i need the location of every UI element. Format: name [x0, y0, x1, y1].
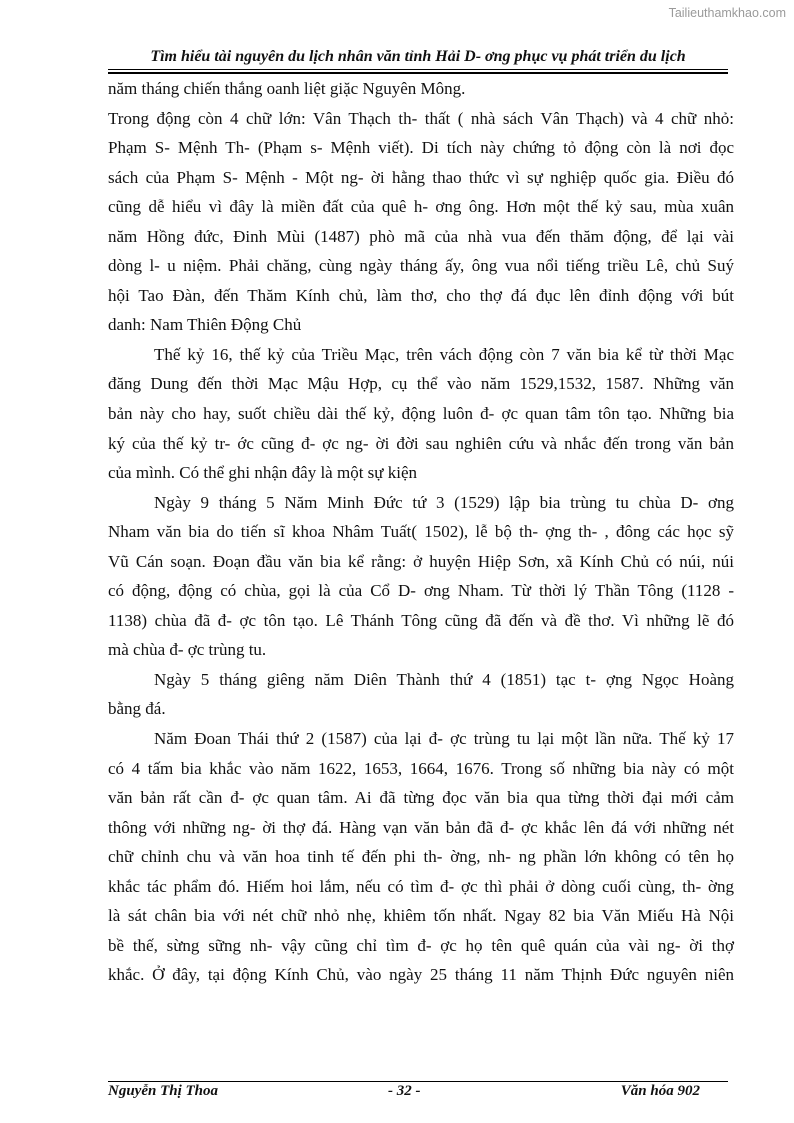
text-line: Năm Đoan Thái thứ 2 (1587) của lại đ- ợc trùng tu lại một lần nữa. Thế kỷ 17 [154, 729, 734, 749]
text-line: sách của Phạm S- Mệnh - Một ng- ời hằng thao thức vì sự nghiệp quốc gia. Điều đó [108, 167, 734, 187]
text-line: danh: Nam Thiên Động Chủ [108, 315, 302, 335]
text-line: ký của thế kỷ tr- ớc cũng đ- ợc ng- ời đời sau nghiên cứu và nhắc đến trong văn bản [108, 433, 734, 453]
text-line: bề thế, sừng sững nh- vậy cũng chỉ tìm đ- ợc họ tên quê quán của vài ng- ời thợ [108, 935, 734, 955]
text-line: Ngày 9 tháng 5 Năm Minh Đức tứ 3 (1529) lập bia trùng tu chùa D- ơng [154, 492, 734, 512]
text-line: hội Tao Đàn, đến Thăm Kính chủ, làm thơ, cho thợ đá đục lên đỉnh động với bút [108, 285, 734, 305]
text-line: năm Hồng đức, Đinh Mùi (1487) phò mã của nhà vua đến thăm động, để lại vài [108, 226, 734, 246]
text-line: dòng l- u niệm. Phải chăng, cùng ngày tháng ấy, ông vua nổi tiếng triều Lê, chủ Suý [108, 256, 734, 276]
watermark: Tailieuthamkhao.com [668, 6, 786, 20]
text-line: năm tháng chiến thắng oanh liệt giặc Nguyên Mông. [108, 79, 466, 98]
text-line: Ngày 5 tháng giêng năm Diên Thành thứ 4 (1851) tạc t- ợng Ngọc Hoàng [154, 669, 734, 689]
text-line: là sát chân bia với nét chữ nhỏ nhẹ, khiêm tốn nhất. Ngay 82 bia Văn Miếu Hà Nội [108, 906, 734, 926]
footer-course: Văn hóa 902 [620, 1083, 700, 1099]
header-rule-top [108, 69, 728, 70]
text-line: đăng Dung đến thời Mạc Mậu Hợp, cụ thể vào năm 1529,1532, 1587. Những văn [108, 374, 734, 394]
text-line: cũng dễ hiểu vì đây là miền đất của quê h- ơng ông. Hơn một thế kỷ sau, mùa xuân [108, 197, 734, 217]
body-text [108, 74, 734, 990]
text-line: bản này cho hay, suốt chiều dài thế kỷ, động luôn đ- ợc quan tâm tôn tạo. Những bia [108, 404, 734, 424]
text-line: Nham văn bia do tiến sĩ khoa Nhâm Tuất( 1502), lễ bộ th- ợng th- , đông các học sỹ [108, 522, 734, 542]
page-number: - 32 - [388, 1083, 421, 1099]
text-line: có 4 tấm bia khắc vào năm 1622, 1653, 1664, 1676. Trong số những bia này có một [108, 758, 734, 778]
text-line: của mình. Có thể ghi nhận đây là một sự kiện [108, 463, 418, 483]
text-line: khắc. Ở đây, tại động Kính Chủ, vào ngày 25 tháng 11 năm Thịnh Đức nguyên niên [108, 965, 734, 985]
running-header: Tìm hiểu tài nguyên du lịch nhân văn tỉnh Hải D- ơng phục vụ phát triển du lịch [150, 48, 686, 65]
text-line: thông với những ng- ời thợ đá. Hàng vạn văn bản đã đ- ợc khắc lên đá với những nét [108, 817, 734, 837]
text-line: văn bản rất cần đ- ợc quan tâm. Ai đã từng đọc văn bia qua từng thời đại mới cảm [108, 788, 734, 808]
text-line: Phạm S- Mệnh Th- (Phạm s- Mệnh viết). Di tích này chứng tỏ động còn là nơi đọc [108, 138, 734, 158]
text-line: 1138) chùa đã đ- ợc tôn tạo. Lê Thánh Tông cũng đã đến và đề thơ. Vì những lẽ đó [108, 610, 734, 630]
text-line: Vũ Cán soạn. Đoạn đầu văn bia kể rằng: ở huyện Hiệp Sơn, xã Kính Chủ có núi, núi [108, 551, 734, 571]
text-line: Trong động còn 4 chữ lớn: Vân Thạch th- thất ( nhà sách Vân Thạch) và 4 chữ nhỏ: [108, 108, 734, 128]
text-line: bằng đá. [108, 699, 166, 719]
text-line: chữ chỉnh chu và văn hoa tinh tế đến phi th- ờng, nh- ng phần lớn không có tên họ [108, 847, 734, 867]
footer-rule [108, 1081, 728, 1082]
text-line: khắc tác phẩm đó. Hiếm hoi lắm, nếu có tìm đ- ợc thì phải ở dòng cuối cùng, th- ờng [108, 876, 734, 896]
text-line: có động, động có chùa, gọi là của Cổ D- ơng Nham. Từ thời lý Thần Tông (1128 - [108, 581, 734, 601]
text-line: Thế kỷ 16, thế kỷ của Triều Mạc, trên vách động còn 7 văn bia kể từ thời Mạc [154, 344, 734, 364]
footer-author: Nguyễn Thị Thoa [108, 1083, 219, 1099]
text-line: mà chùa đ- ợc trùng tu. [108, 640, 267, 660]
page-footer [108, 1083, 728, 1105]
